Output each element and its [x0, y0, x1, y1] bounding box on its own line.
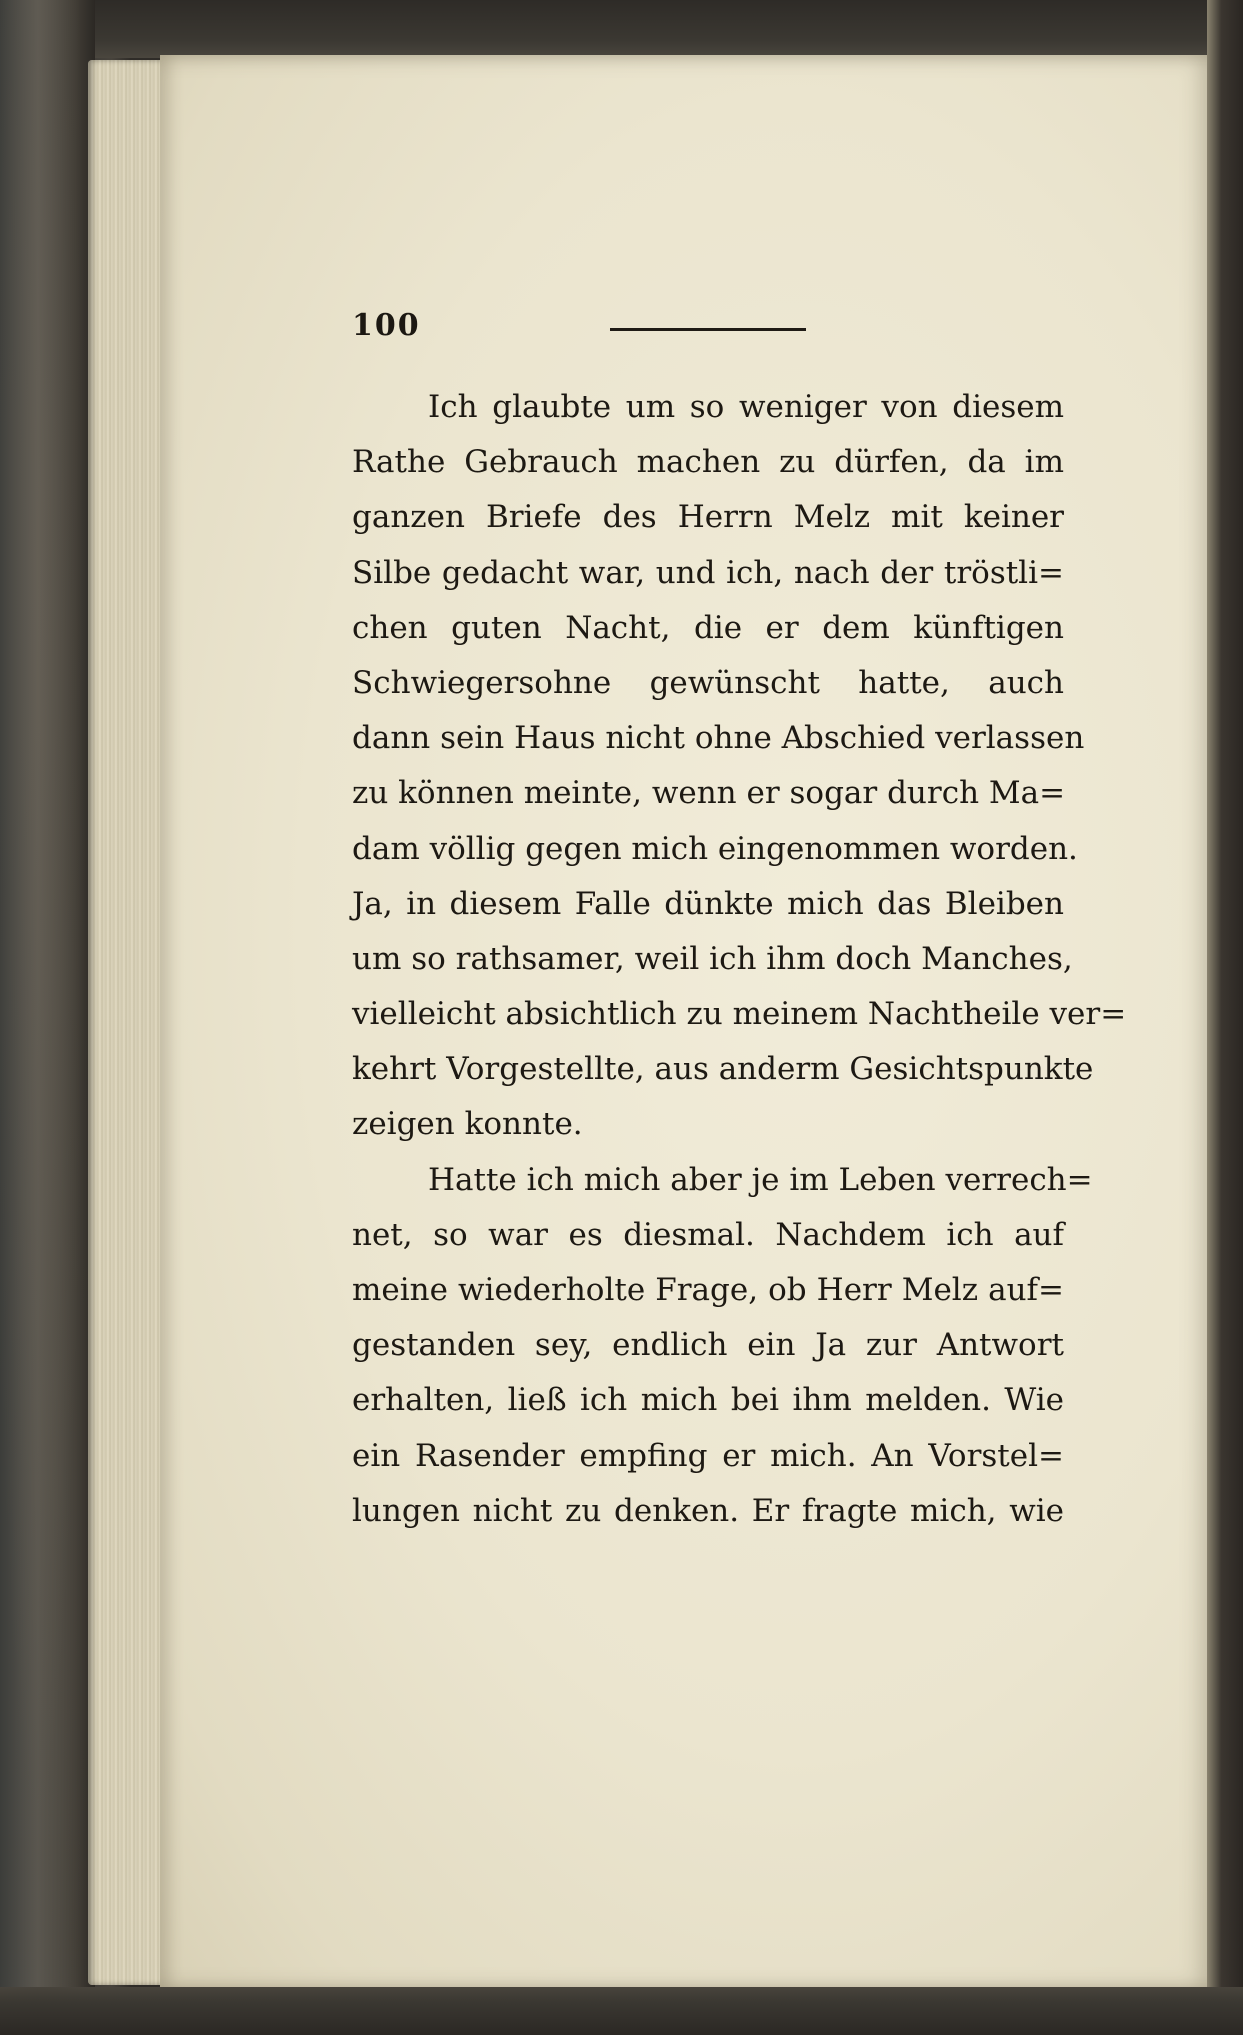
text-line: lungen nicht zu denken. Er fragte mich, wie: [352, 1492, 1064, 1529]
text-line: dam völlig gegen mich eingenommen worden.: [352, 830, 1078, 867]
page-header: [352, 308, 1062, 358]
body-text: [352, 380, 1127, 1539]
text-line: vielleicht absichtlich zu meinem Nachtheile ver=: [352, 996, 1127, 1033]
text-line: ein Rasender empfing er mich. An Vorstel=: [352, 1437, 1064, 1474]
text-line: dann sein Haus nicht ohne Abschied verlassen: [352, 720, 1085, 757]
book-cover-left: [0, 0, 95, 2035]
text-line: um so rathsamer, weil ich ihm doch Manches,: [352, 940, 1073, 977]
text-line: kehrt Vorgestellte, aus anderm Gesichtspunkte: [352, 1051, 1094, 1088]
text-line: Rathe Gebrauch machen zu dürfen, da im: [352, 444, 1064, 481]
page-edge-stack: [88, 60, 168, 1985]
text-line: zeigen konnte.: [352, 1106, 583, 1143]
text-line: ganzen Briefe des Herrn Melz mit keiner: [352, 499, 1064, 536]
text-line: Ich glaubte um so weniger von diesem: [428, 389, 1064, 425]
text-line: chen guten Nacht, die er dem künftigen: [352, 609, 1064, 646]
text-line: Hatte ich mich aber je im Leben verrech=: [428, 1161, 1093, 1198]
text-line: gestanden sey, endlich ein Ja zur Antwort: [352, 1327, 1064, 1364]
header-rule: [610, 328, 806, 331]
text-line: zu können meinte, wenn er sogar durch Ma=: [352, 775, 1066, 812]
text-line: Schwiegersohne gewünscht hatte, auch: [352, 664, 1064, 701]
text-line: erhalten, ließ ich mich bei ihm melden. Wie: [352, 1382, 1064, 1419]
text-line: net, so war es diesmal. Nachdem ich auf: [352, 1216, 1064, 1253]
book-cover-right: [1207, 0, 1243, 2035]
scan-top-edge: [0, 0, 1243, 58]
page-number: 100: [352, 308, 421, 343]
text-line: Silbe gedacht war, und ich, nach der tröstli=: [352, 554, 1064, 591]
scan-bottom-edge: [0, 1987, 1243, 2035]
text-line: meine wiederholte Frage, ob Herr Melz auf=: [352, 1272, 1064, 1308]
text-line: Ja, in diesem Falle dünkte mich das Bleiben: [352, 885, 1064, 922]
